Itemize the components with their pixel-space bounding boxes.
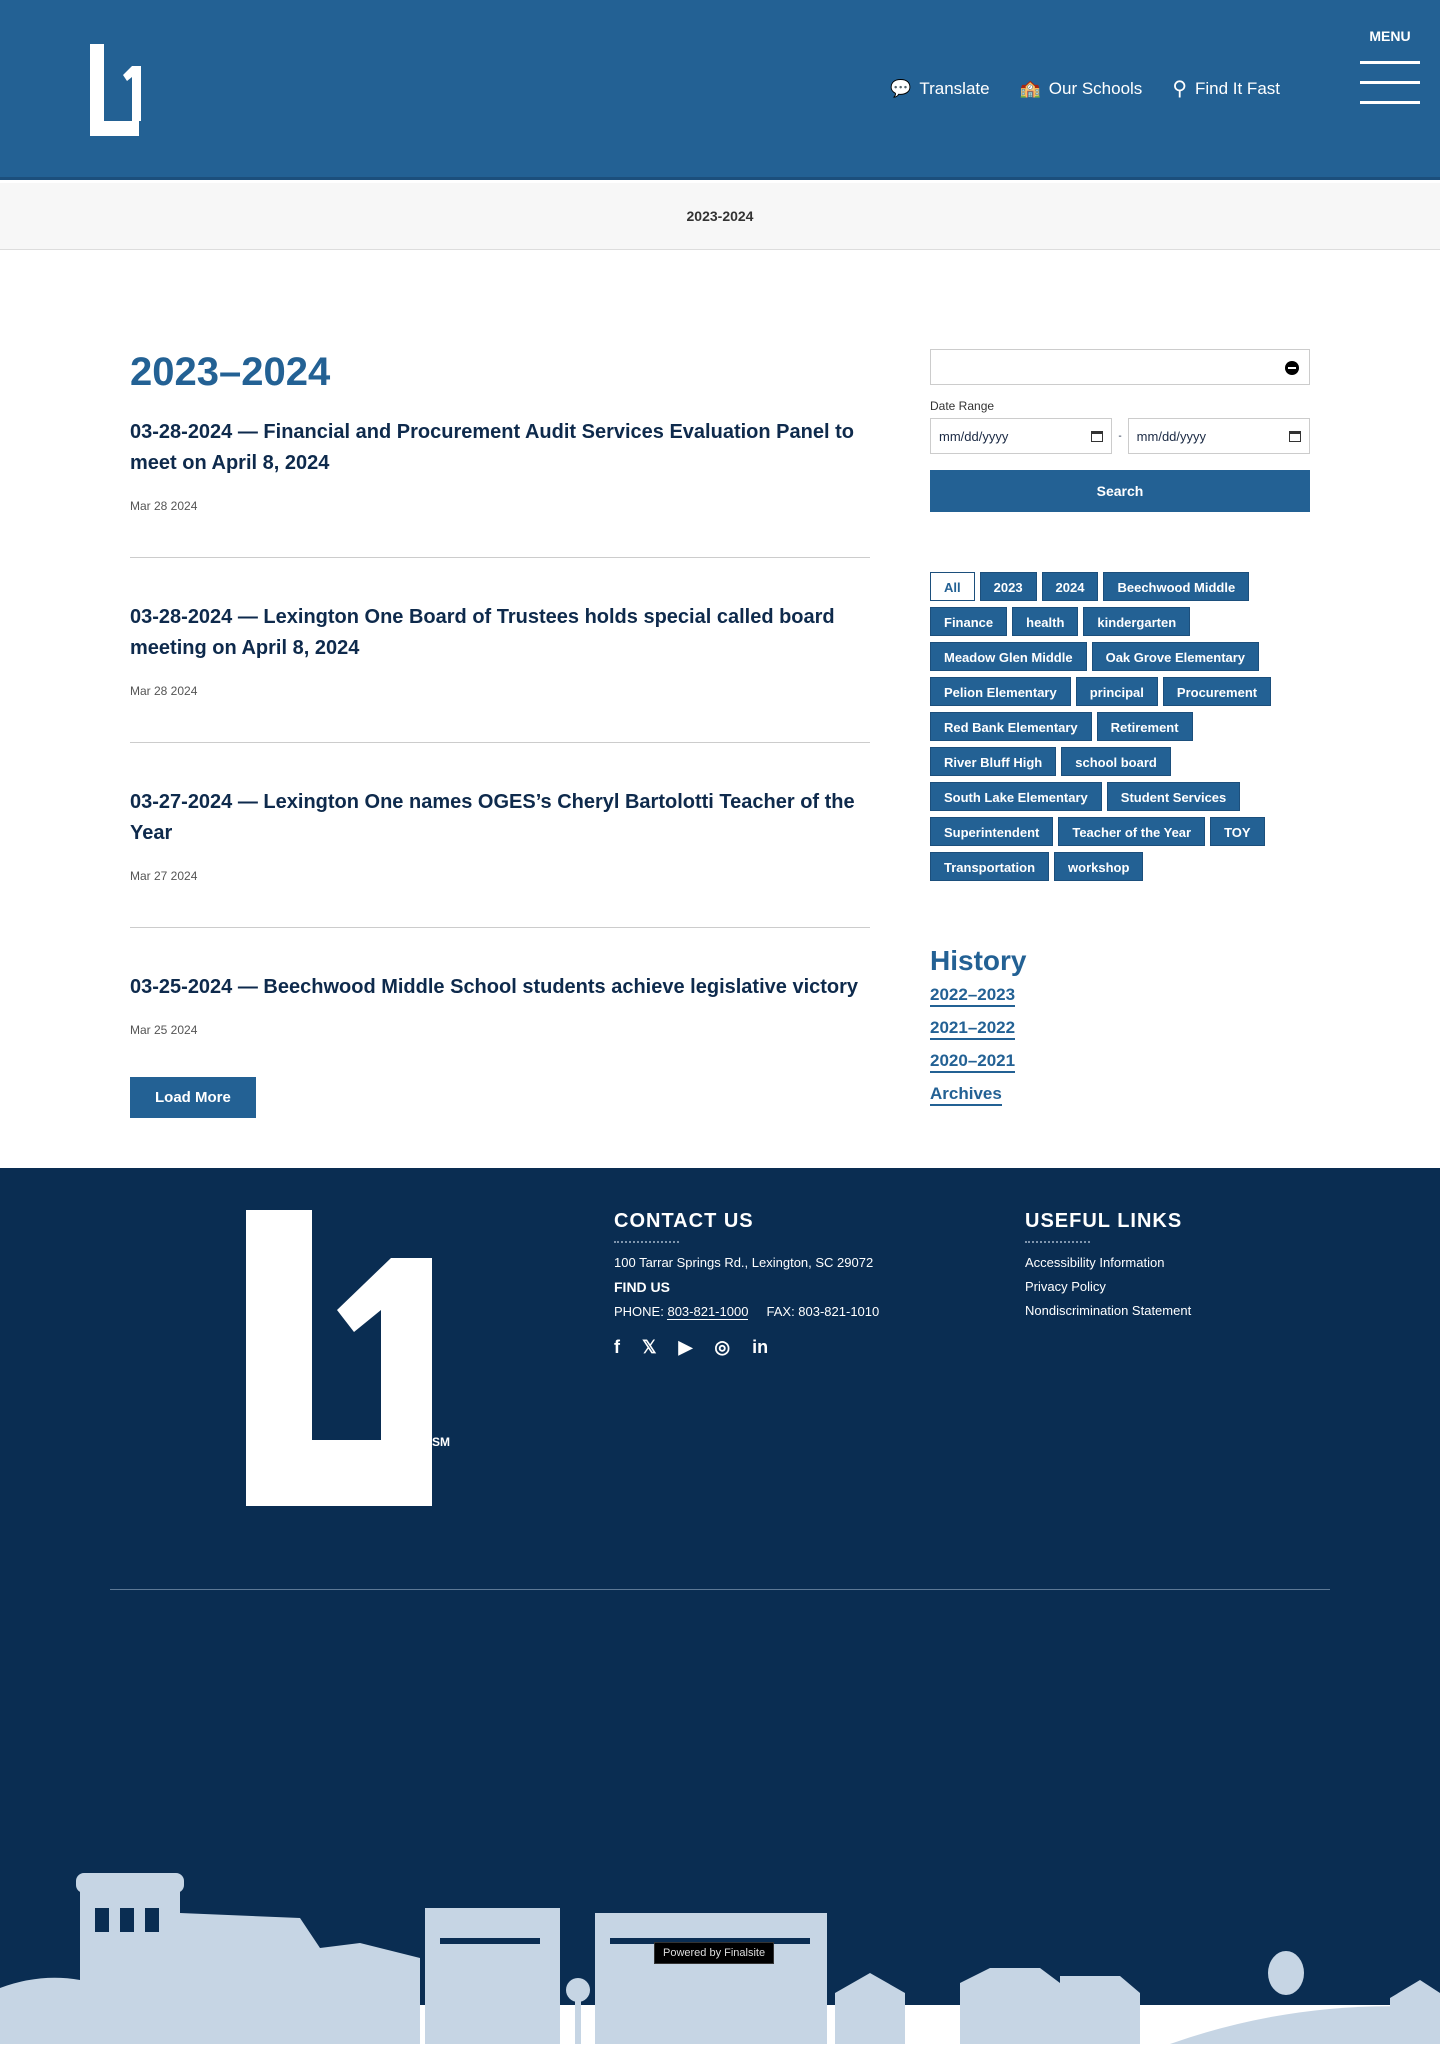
tag-filter xyxy=(930,572,1310,881)
post-date: Mar 28 2024 xyxy=(130,684,198,698)
post-title-link[interactable]: 03-28-2024 — Lexington One Board of Trustees holds special called board meeting on April 8, 2024 xyxy=(130,606,835,659)
tag-button[interactable]: All xyxy=(930,572,975,601)
x-icon[interactable]: 𝕏 xyxy=(642,1337,657,1357)
tag-button[interactable]: Beechwood Middle xyxy=(1103,572,1249,601)
tag-button[interactable]: Retirement xyxy=(1097,712,1193,741)
post-date: Mar 25 2024 xyxy=(130,1023,198,1037)
useful-links: USEFUL LINKS Accessibility Information Privacy Policy Nondiscrimination Statement xyxy=(1025,1210,1192,1318)
tag-button[interactable]: 2023 xyxy=(980,572,1037,601)
news-post xyxy=(130,787,870,928)
powered-by-badge[interactable]: Powered by Finalsite xyxy=(654,1942,774,1964)
tag-button[interactable]: Procurement xyxy=(1163,677,1271,706)
tag-button[interactable]: River Bluff High xyxy=(930,747,1056,776)
news-post xyxy=(130,602,870,743)
post-date: Mar 28 2024 xyxy=(130,499,198,513)
school-icon: 🏫 xyxy=(1019,78,1041,98)
youtube-icon[interactable]: ▶ xyxy=(678,1337,693,1357)
news-list xyxy=(130,350,870,1118)
post-title-link[interactable]: 03-25-2024 — Beechwood Middle School students achieve legislative victory xyxy=(130,976,859,998)
tag-button[interactable]: Oak Grove Elementary xyxy=(1092,642,1259,671)
nav-find-it-fast[interactable]: ⚲ Find It Fast xyxy=(1172,78,1280,100)
search-button[interactable]: Search xyxy=(930,470,1310,512)
start-date-input[interactable]: mm/dd/yyyy xyxy=(930,418,1112,454)
contact-us: CONTACT US 100 Tarrar Springs Rd., Lexington, SC 29072 FIND US PHONE: 803-821-1000 FAX: 803-821-1010 f 𝕏 ▶ ◎ in xyxy=(614,1210,880,1357)
post-date: Mar 27 2024 xyxy=(130,869,198,883)
search-input[interactable] xyxy=(930,349,1310,385)
news-post xyxy=(130,417,870,558)
divider xyxy=(110,1589,1330,1590)
history-link[interactable]: 2022–2023 xyxy=(930,985,1015,1007)
footer-link[interactable]: Privacy Policy xyxy=(1025,1279,1106,1294)
footer-link[interactable]: Nondiscrimination Statement xyxy=(1025,1303,1192,1318)
tag-button[interactable]: Superintendent xyxy=(930,817,1053,846)
tag-button[interactable]: Student Services xyxy=(1107,782,1241,811)
tag-button[interactable]: Finance xyxy=(930,607,1007,636)
tag-button[interactable]: Red Bank Elementary xyxy=(930,712,1092,741)
tag-button[interactable]: Meadow Glen Middle xyxy=(930,642,1087,671)
history: History 2022–2023 2021–2022 2020–2021 Archives xyxy=(930,945,1310,1106)
site-footer xyxy=(0,1168,1440,2005)
tag-button[interactable]: Teacher of the Year xyxy=(1058,817,1205,846)
date-range-label: Date Range xyxy=(930,399,995,413)
district-logo[interactable] xyxy=(88,42,158,143)
tag-button[interactable]: South Lake Elementary xyxy=(930,782,1102,811)
nav-translate[interactable]: 💬 Translate xyxy=(890,78,990,98)
tag-button[interactable]: TOY xyxy=(1210,817,1265,846)
post-title-link[interactable]: 03-27-2024 — Lexington One names OGES’s Cheryl Bartolotti Teacher of the Year xyxy=(130,791,855,844)
tag-button[interactable]: health xyxy=(1012,607,1078,636)
menu-button[interactable]: MENU xyxy=(1360,28,1420,104)
sidebar: Date Range mm/dd/yyyy - mm/dd/yyyy Search All 2023 2024 Beechwood Middle Finance health kindergarten Meadow Glen Middle Oak Grove Elementary Pelion Elementary principal Procurement Red Bank Elementary Retirement River Bluff High school board South Lake Elementary Student Services Superintendent Teacher of the Year TOY Transportation workshop History 2022–2023 2021–2022 2020–2021 Archives xyxy=(930,349,1310,1117)
utility-nav xyxy=(890,76,1280,101)
facebook-icon[interactable]: f xyxy=(614,1337,620,1357)
hamburger-icon xyxy=(1360,61,1420,64)
footer-logo xyxy=(246,1210,456,1515)
tag-button[interactable]: kindergarten xyxy=(1083,607,1190,636)
tag-button[interactable]: 2024 xyxy=(1042,572,1099,601)
linkedin-icon[interactable]: in xyxy=(752,1337,769,1357)
tag-button[interactable]: principal xyxy=(1076,677,1158,706)
post-title-link[interactable]: 03-28-2024 — Financial and Procurement Audit Services Evaluation Panel to meet on April 8, 2024 xyxy=(130,421,854,474)
translate-icon: 💬 xyxy=(890,78,912,98)
end-date-input[interactable]: mm/dd/yyyy xyxy=(1128,418,1310,454)
calendar-icon[interactable] xyxy=(1289,431,1301,442)
svg-text:SM: SM xyxy=(432,1435,450,1449)
clear-icon[interactable] xyxy=(1285,361,1299,375)
tag-button[interactable]: workshop xyxy=(1054,852,1143,881)
load-more-button[interactable]: Load More xyxy=(130,1077,256,1118)
footer-link[interactable]: Accessibility Information xyxy=(1025,1255,1165,1270)
site-header xyxy=(0,0,1440,180)
history-link[interactable]: 2021–2022 xyxy=(930,1018,1015,1040)
history-link[interactable]: 2020–2021 xyxy=(930,1051,1015,1073)
history-link[interactable]: Archives xyxy=(930,1084,1002,1106)
breadcrumb: 2023-2024 xyxy=(0,183,1440,250)
tag-button[interactable]: Transportation xyxy=(930,852,1049,881)
news-post xyxy=(130,972,870,1037)
page-title: 2023–2024 xyxy=(130,350,331,394)
tag-button[interactable]: school board xyxy=(1061,747,1171,776)
phone-link[interactable]: 803-821-1000 xyxy=(667,1304,749,1319)
nav-our-schools[interactable]: 🏫 Our Schools xyxy=(1019,78,1143,98)
search-icon: ⚲ xyxy=(1172,78,1187,100)
town-skyline-illustration xyxy=(0,1708,1440,2048)
tag-button[interactable]: Pelion Elementary xyxy=(930,677,1071,706)
calendar-icon[interactable] xyxy=(1091,431,1103,442)
instagram-icon[interactable]: ◎ xyxy=(714,1337,731,1357)
